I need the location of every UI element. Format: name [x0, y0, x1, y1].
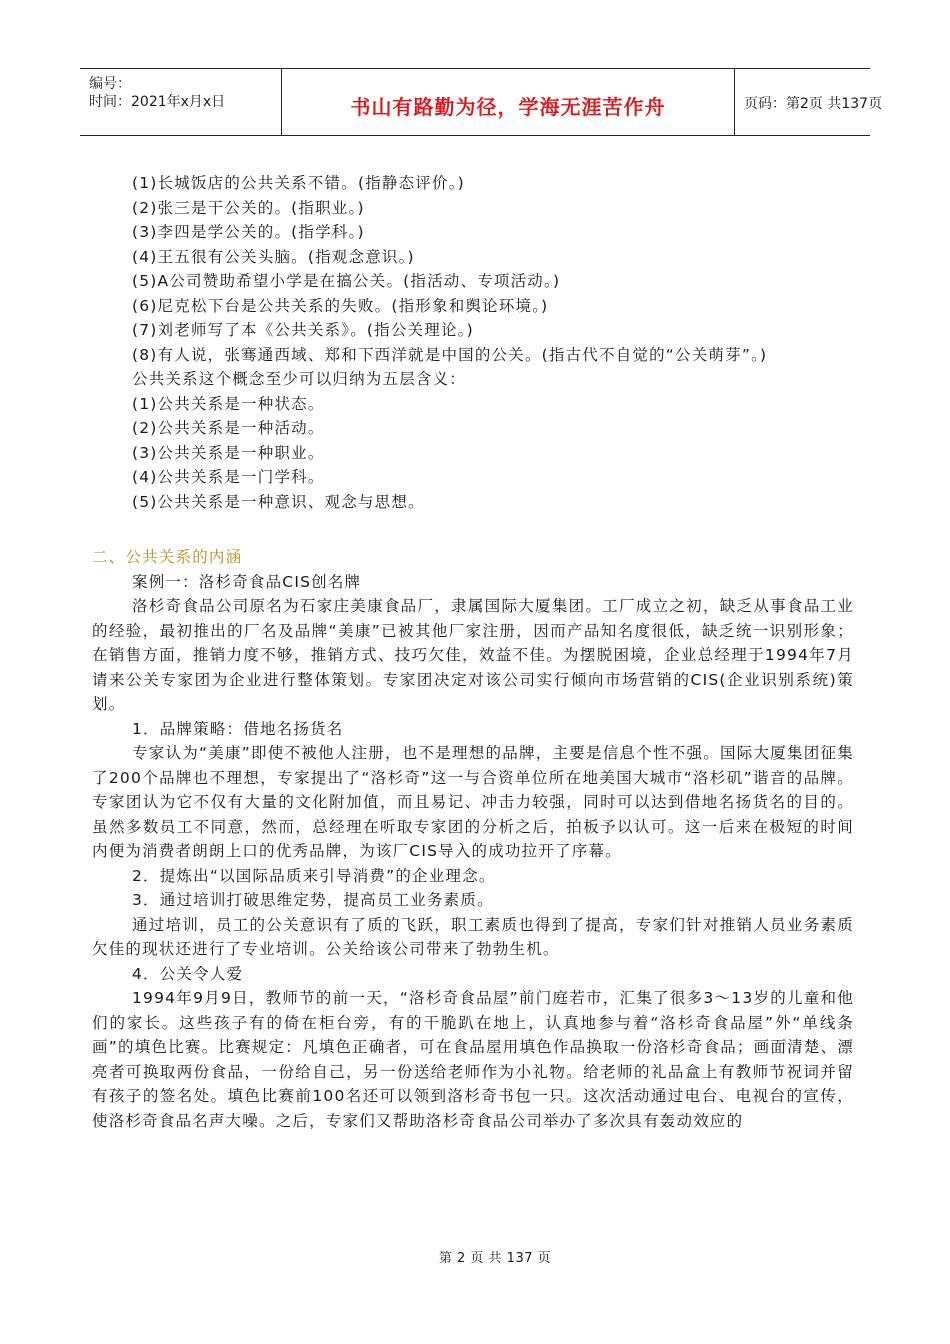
header-motto-cell	[281, 69, 735, 135]
list1-item: (4)王五很有公关头脑。(指观念意识。)	[132, 247, 415, 266]
list2-item: (3)公共关系是一种职业。	[132, 443, 325, 462]
list2-item: (2)公共关系是一种活动。	[132, 419, 325, 437]
case-subheading: 2．提炼出“以国际品质来引导消费”的企业理念。	[132, 866, 496, 885]
list1-item: (6)尼克松下台是公共关系的失败。(指形象和舆论环境。)	[132, 296, 549, 315]
header-page-cell	[734, 69, 883, 135]
list2-item: (5)公共关系是一种意识、观念与思想。	[132, 492, 425, 511]
case-paragraph: 洛杉奇食品公司原名为石家庄美康食品厂，隶属国际大厦集团。工厂成立之初，缺乏从事食品工业的经验，最初推出的厂名及品牌“美康”已被其他厂家注册，因而产品知名度很低，缺乏统一识别形象；在销售方面，推销力度不够，推销方式、技巧欠佳，效益不佳。为摆脱困境，企业总经理于1994年7月请来公关专家团为企业进行整体策划。专家团决定对该公司实行倾向市场营销的CIS(企业识别系统)策划。	[92, 597, 854, 713]
list1-item: (5)A公司赞助希望小学是在搞公关。(指活动、专项活动。)	[132, 272, 561, 290]
time-label: 时间：2021年x月x日	[89, 94, 226, 110]
section-heading: 二、公共关系的内涵	[92, 548, 243, 566]
case-subheading: 1．品牌策略：借地名扬货名	[132, 719, 344, 738]
summary-intro: 公共关系这个概念至少可以归纳为五层含义：	[132, 370, 467, 388]
motto-text: 书山有路勤为径，学海无涯苦作舟	[350, 95, 666, 119]
number-label: 编号：	[89, 76, 131, 92]
case-paragraph: 通过培训，员工的公关意识有了质的飞跃，职工素质也得到了提高，专家们针对推销人员业务素质欠佳的现状还进行了专业培训。公关给该公司带来了勃勃生机。	[92, 915, 854, 958]
page-label: 页码：第2页 共137页	[744, 96, 883, 112]
case-paragraph: 专家认为“美康”即使不被他人注册，也不是理想的品牌，主要是信息个性不强。国际大厦集团征集了200个品牌也不理想，专家提出了“洛杉奇”这一与合资单位所在地美国大城市“洛杉矶”谐音的品牌。专家团认为它不仅有大量的文化附加值，而且易记、冲击力较强，同时可以达到借地名扬货名的目的。虽然多数员工不同意，然而，总经理在听取专家团的分析之后，拍板予以认可。这一后来在极短的时间内便为消费者朗朗上口的优秀品牌，为该厂CIS导入的成功拉开了序幕。	[92, 744, 854, 860]
list1-item: (8)有人说，张骞通西域、郑和下西洋就是中国的公关。(指古代不自觉的“公关萌芽”。)	[132, 345, 768, 364]
page-footer: 第 2 页 共 137 页	[438, 1251, 552, 1266]
list1-item: (7)刘老师写了本《公共关系》。(指公关理论。)	[132, 321, 474, 339]
case-subheading: 4．公关令人爱	[132, 964, 244, 983]
header-meta-cell	[80, 69, 280, 135]
case-paragraph: 1994年9月9日，教师节的前一天，“洛杉奇食品屋”前门庭若市，汇集了很多3～13岁的儿童和他们的家长。这些孩子有的倚在柜台旁，有的干脆趴在地上，认真地参与着“洛杉奇食品屋”外“单线条画”的填色比赛。比赛规定：凡填色正确者，可在食品屋用填色作品换取一份洛杉奇食品；画面清楚、漂亮者可换取两份食品，一份给自己，另一份送给老师作为小礼物。给老师的礼品盒上有教师节祝词并留有孩子的签名处。填色比赛前100名还可以领到洛杉奇书包一只。这次活动通过电台、电视台的宣传，使洛杉奇食品名声大噪。之后，专家们又帮助洛杉奇食品公司举办了多次具有轰动效应的	[92, 989, 854, 1130]
list1-item: (2)张三是干公关的。(指职业。)	[132, 198, 365, 217]
case-subheading: 3．通过培训打破思维定势，提高员工业务素质。	[132, 891, 494, 909]
list2-item: (1)公共关系是一种状态。	[132, 394, 325, 413]
list1-item: (3)李四是学公关的。(指学科。)	[132, 223, 365, 241]
list2-item: (4)公共关系是一门学科。	[132, 468, 325, 486]
list1-item: (1)长城饭店的公共关系不错。(指静态评价。)	[132, 174, 465, 192]
case-title: 案例一：洛杉奇食品CIS创名牌	[132, 572, 362, 591]
document-body	[92, 171, 854, 1133]
page-header	[80, 68, 883, 136]
